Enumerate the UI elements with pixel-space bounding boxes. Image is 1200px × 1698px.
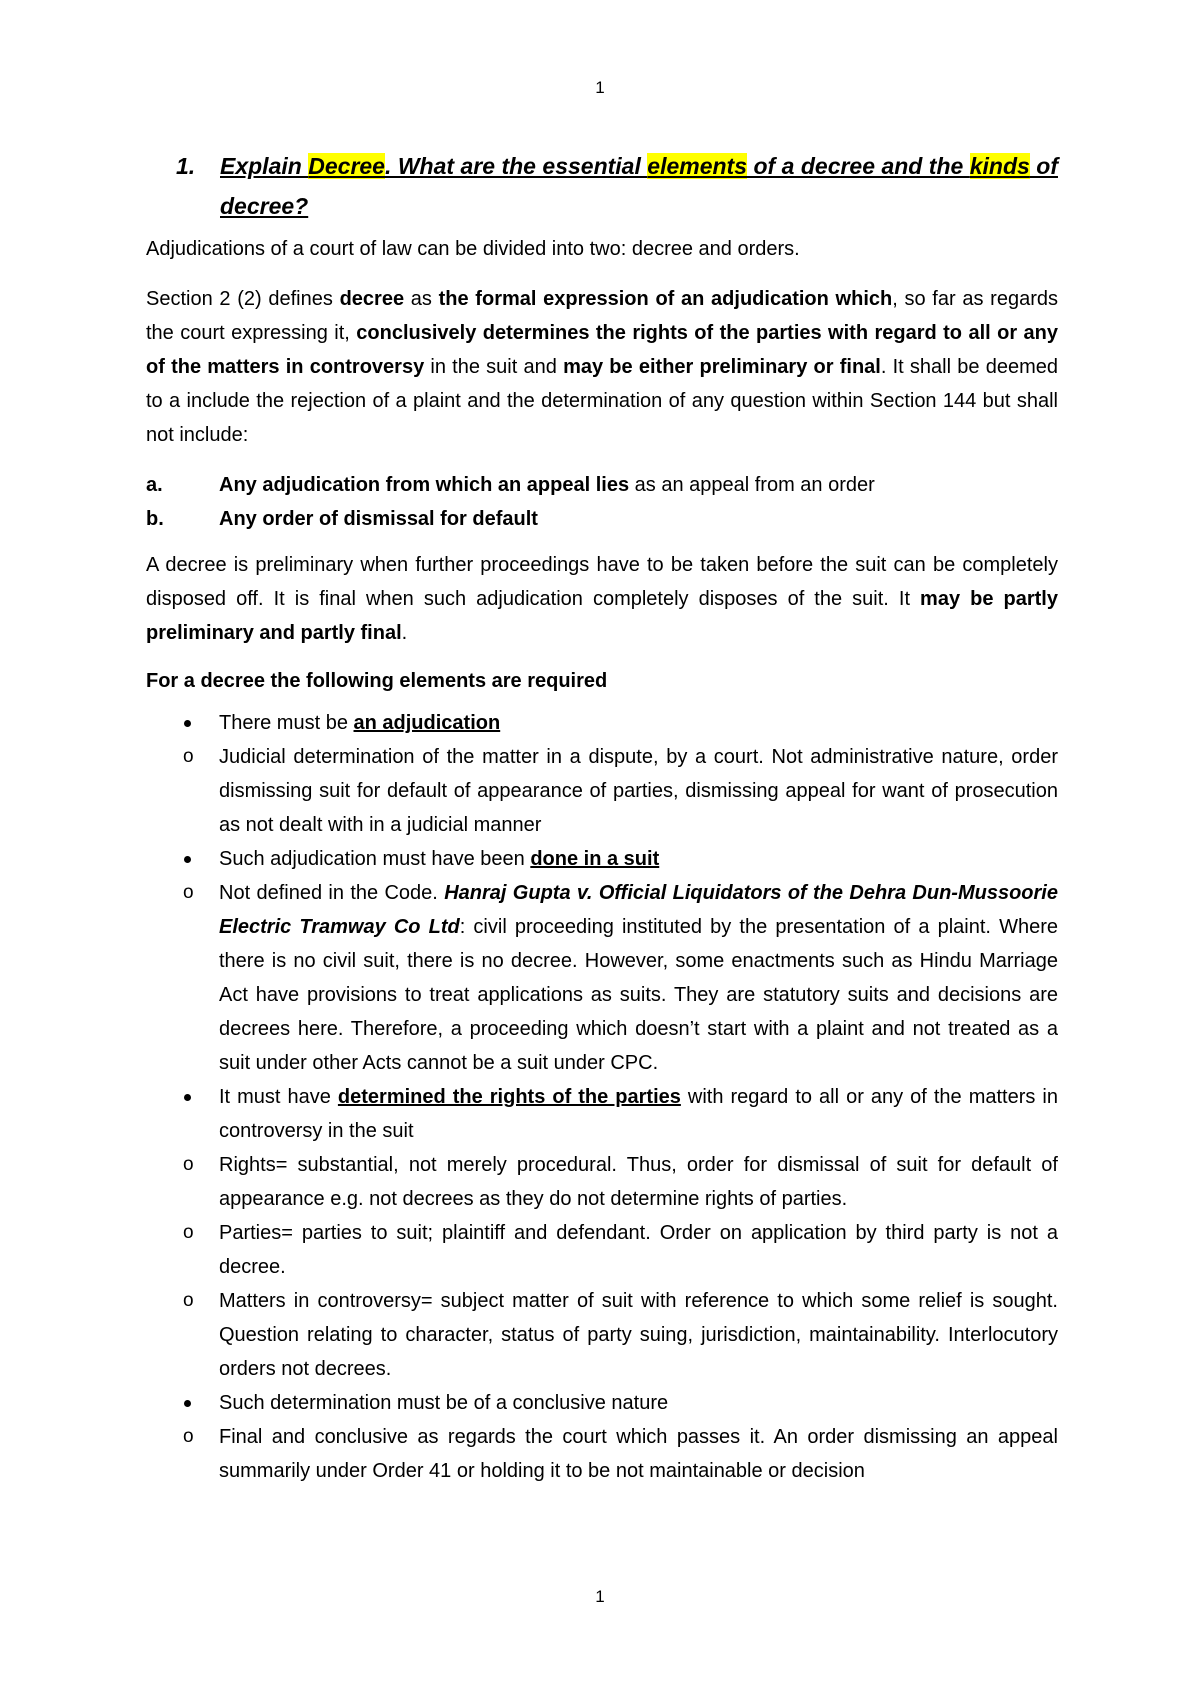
bullet-item: Such adjudication must have been done in a suit xyxy=(219,848,660,870)
sub-bullet-item: Parties= parties to suit; plaintiff and defendant. Order on application by third party is not a decree. xyxy=(219,1222,1058,1278)
page-number-header: 1 xyxy=(595,78,605,97)
highlight-kinds: kinds xyxy=(969,153,1030,179)
list-item: a. Any adjudication from which an appeal lies as an appeal from an order xyxy=(146,474,875,496)
sub-bullet-item: Final and conclusive as regards the court which passes it. An order dismissing an appeal summarily under Order 41 or holding it to be not maintainable or decision xyxy=(219,1426,1058,1482)
intro-paragraph: Adjudications of a court of law can be divided into two: decree and orders. xyxy=(146,238,800,260)
bullet-item: There must be an adjudication xyxy=(219,712,501,734)
bullet-item: Such determination must be of a conclusive nature xyxy=(219,1392,669,1414)
definition-paragraph: Section 2 (2) defines decree as the formal expression of an adjudication which, so far as regards the court expressing it, conclusively determines the rights of the parties with regard to all or any of the matters in controversy in the suit and may be either preliminary or final. It shall be deemed to a include the rejection of a plaint and the determination of any question within Section 144 but shall not include: xyxy=(146,288,1058,446)
sub-bullet-item: Judicial determination of the matter in a dispute, by a court. Not administrative nature, order dismissing suit for default of appearance of parties, dismissing appeal for want of prosecution as not dealt with in a judicial manner xyxy=(219,746,1058,836)
document-body xyxy=(146,146,1058,1488)
case-citation: Hanraj Gupta v. Official Liquidators of the Dehra Dun-Mussoorie Electric Tramway Co Ltd xyxy=(219,882,1058,938)
sub-bullet-item: Not defined in the Code. Hanraj Gupta v. Official Liquidators of the Dehra Dun-Mussoorie Electric Tramway Co Ltd: civil proceeding instituted by the presentation of a plaint. Where there is no civil suit, there is no decree. However, some enactments such as Hindu Marriage Act have provisions to treat applications as suits. They are statutory suits and decisions are decrees here. Therefore, a proceeding which doesn’t start with a plaint and not treated as a suit under other Acts cannot be a suit under CPC. xyxy=(219,882,1058,1074)
highlight-elements: elements xyxy=(647,153,748,179)
bullet-item: It must have determined the rights of the parties with regard to all or any of the matters in controversy in the suit xyxy=(219,1086,1058,1142)
sub-bullet-item: Rights= substantial, not merely procedural. Thus, order for dismissal of suit for default of appearance e.g. not decrees as they do not determine rights of parties. xyxy=(219,1154,1058,1210)
question-number: 1. xyxy=(176,153,196,179)
elements-list xyxy=(146,706,1058,1488)
elements-heading: For a decree the following elements are required xyxy=(146,670,608,692)
list-item: b. Any order of dismissal for default xyxy=(146,508,538,530)
page-number-footer: 1 xyxy=(595,1587,605,1606)
exclusion-list xyxy=(146,468,1058,536)
highlight-decree: Decree xyxy=(308,153,385,179)
question-heading: 1. Explain Decree. What are the essential elements of a decree and the kinds of decree? xyxy=(146,146,1058,226)
sub-bullet-item: Matters in controversy= subject matter of suit with reference to which some relief is sought. Question relating to character, status of party suing, jurisdiction, maintainability. Interlocutory orders not decrees. xyxy=(219,1290,1058,1380)
decree-types-paragraph: A decree is preliminary when further proceedings have to be taken before the suit can be completely disposed off. It is final when such adjudication completely disposes of the suit. It may be partly preliminary and partly final. xyxy=(146,554,1058,644)
